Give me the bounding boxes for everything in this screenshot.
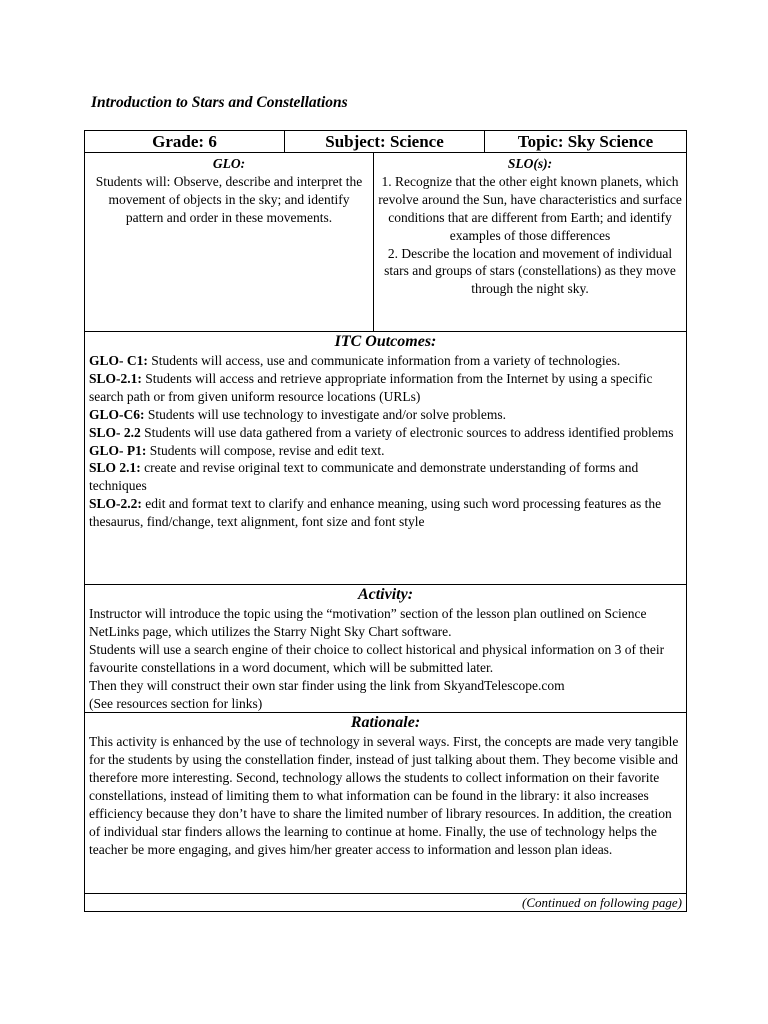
activity-paragraph: Instructor will introduce the topic using the “motivation” section of the lesson plan outlined on Science NetLinks page, which utilizes the Starry Night Sky Chart software.: [89, 606, 647, 639]
itc-text: Students will compose, revise and edit text.: [146, 442, 385, 458]
itc-text: Students will access and retrieve appropriate information from the Internet by using a specific search path or from given uniform resource locations (URLs): [89, 370, 653, 404]
topic-cell: Topic: Sky Science: [485, 131, 687, 153]
itc-heading: ITC Outcomes:: [334, 333, 437, 350]
activity-paragraph: Students will use a search engine of their choice to collect historical and physical information on 3 of their favourite constellations in a word document, which will be submitted later.: [89, 641, 665, 675]
itc-item: [89, 442, 682, 460]
itc-code: SLO- 2.2: [89, 424, 141, 440]
itc-item: [89, 352, 682, 370]
grade-cell: Grade: 6: [85, 131, 285, 153]
rationale-text: This activity is enhanced by the use of technology in several ways. First, the concepts are made very tangible for the students by using the constellation finder, instead of just talking about them. They become visible and therefore more interesting. Second, technology allows the students to collect information on their favorite constellations, instead of limiting them to what information can be found in the library: it also increases efficiency because they don’t have to share the limited number of library resources. In addition, the creation of individual star finders allows the learning to continue at home. Finally, the use of technology helps the teacher be more engaging, and gives him/her greater access to information and lesson plan ideas.: [89, 734, 679, 857]
glo-label: GLO:: [212, 156, 246, 171]
itc-code: GLO- P1:: [89, 442, 147, 458]
continued-row: [85, 894, 687, 912]
itc-code: SLO-2.1:: [89, 370, 142, 386]
continued-note: (Continued on following page): [85, 894, 687, 912]
activity-paragraph: (See resources section for links): [89, 695, 263, 711]
slo-label: SLO(s):: [507, 156, 553, 171]
activity-row: [85, 585, 687, 713]
itc-row: [85, 332, 687, 585]
itc-text: Students will use technology to investigate and/or solve problems.: [144, 406, 506, 422]
rationale-cell: [85, 713, 687, 894]
itc-item: [89, 370, 682, 406]
itc-text: Students will access, use and communicate information from a variety of technologies.: [147, 353, 621, 368]
itc-code: SLO 2.1:: [89, 460, 141, 476]
glo-text: Students will: Observe, describe and interpret the movement of objects in the sky; and identify pattern and order in these movements.: [95, 173, 363, 225]
itc-text: create and revise original text to communicate and demonstrate understanding of forms and techniques: [89, 460, 639, 494]
slo-item: 1. Recognize that the other eight known planets, which revolve around the Sun, have characteristics and surface conditions that are different from Earth; and identify examples of those differences: [378, 173, 682, 243]
itc-code: GLO- C1:: [89, 353, 148, 368]
itc-text: Students will use data gathered from a variety of electronic sources to address identified problems: [140, 424, 674, 440]
subject-cell: Subject: Science: [285, 131, 485, 153]
glo-cell: [85, 153, 374, 332]
itc-cell: [85, 332, 687, 585]
lesson-plan-table: [84, 130, 687, 912]
itc-item: [89, 424, 682, 442]
slo-item: 2. Describe the location and movement of individual stars and groups of stars (constellations) as they move through the night sky.: [384, 245, 676, 297]
itc-code: SLO-2.2:: [89, 496, 142, 512]
activity-cell: [85, 585, 687, 713]
itc-item: [89, 495, 682, 531]
activity-paragraph: Then they will construct their own star finder using the link from SkyandTelescope.com: [89, 677, 565, 693]
header-row: [85, 131, 687, 153]
document-title: Introduction to Stars and Constellations: [91, 94, 348, 111]
itc-item: [89, 406, 682, 424]
rationale-heading: Rationale:: [350, 714, 421, 732]
itc-code: GLO-C6:: [89, 406, 145, 422]
slo-cell: [374, 153, 687, 332]
activity-heading: Activity:: [357, 586, 414, 603]
outcomes-row: [85, 153, 687, 332]
rationale-row: [85, 713, 687, 894]
itc-text: edit and format text to clarify and enhance meaning, using such word processing features as the thesaurus, find/change, text alignment, font size and font style: [89, 496, 662, 530]
itc-item: [89, 459, 682, 495]
